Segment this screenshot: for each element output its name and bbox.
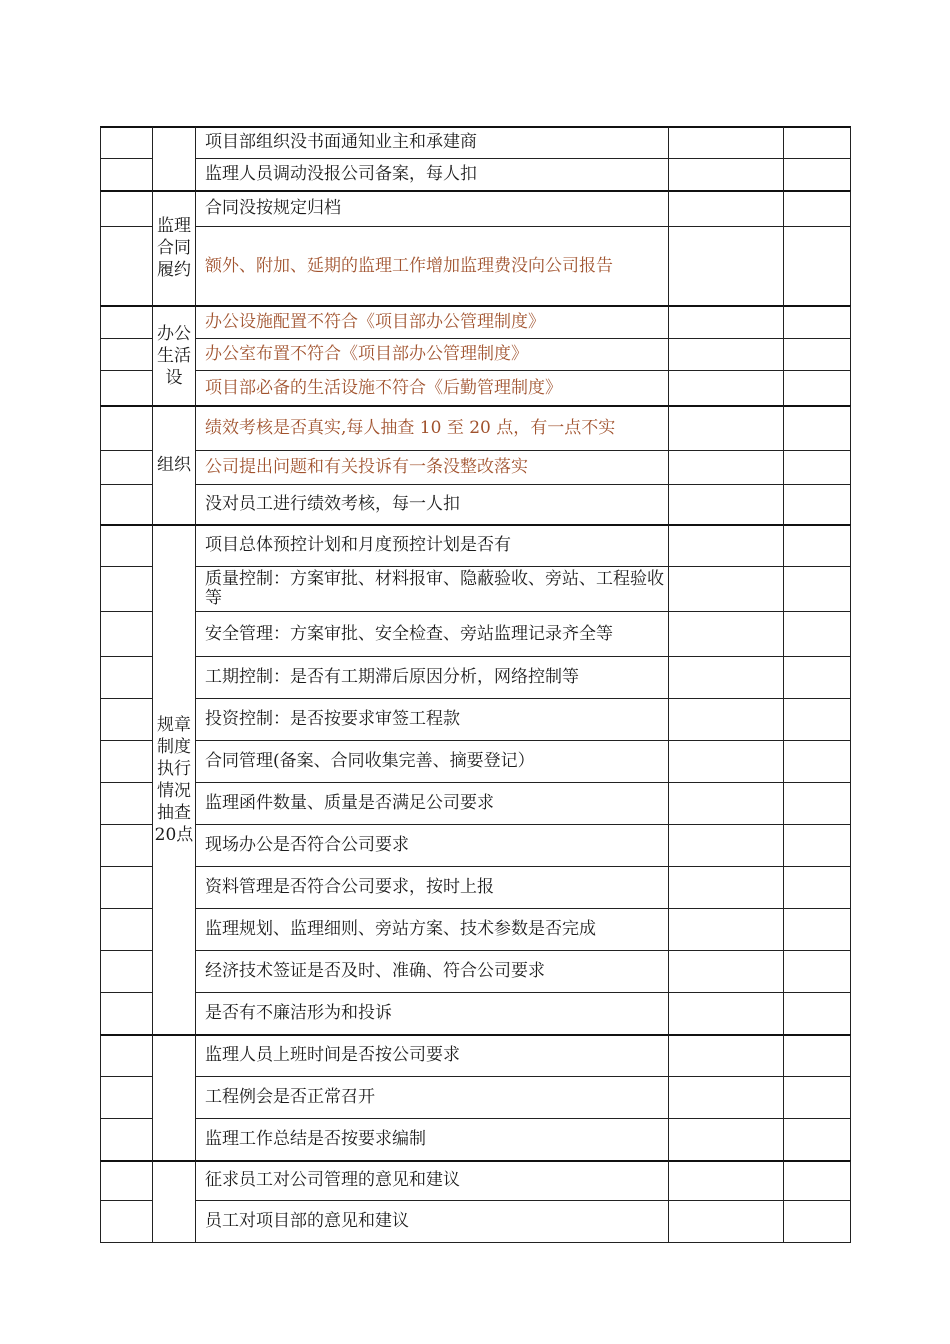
- index-cell: [100, 992, 153, 1035]
- remark-cell: [783, 950, 851, 993]
- remark-cell: [783, 1160, 851, 1201]
- index-cell: [100, 190, 153, 227]
- remark-cell: [783, 1076, 851, 1119]
- score-cell: [668, 740, 784, 783]
- index-cell: [100, 305, 153, 339]
- score-cell: [668, 866, 784, 909]
- check-item-text: 质量控制：方案审批、材料报审、隐蔽验收、旁站、工程验收等: [205, 569, 664, 608]
- category-label-text: 办公生活设: [157, 323, 191, 388]
- index-cell: [100, 1160, 153, 1201]
- score-cell: [668, 782, 784, 825]
- score-cell: [668, 524, 784, 567]
- check-item-text: 项目部组织没书面通知业主和承建商: [205, 132, 477, 152]
- index-cell: [100, 126, 153, 159]
- check-item-text: 绩效考核是否真实,每人抽查 10 至 20 点，有一点不实: [205, 417, 616, 438]
- score-cell: [668, 992, 784, 1035]
- index-cell: [100, 908, 153, 951]
- score-cell: [668, 656, 784, 699]
- index-cell: [100, 1200, 153, 1243]
- check-item-text: 员工对项目部的意见和建议: [205, 1211, 409, 1231]
- index-cell: [100, 740, 153, 783]
- check-item-text: 监理人员上班时间是否按公司要求: [205, 1045, 460, 1065]
- index-cell: [100, 698, 153, 741]
- check-item-text: 安全管理：方案审批、安全检查、旁站监理记录齐全等: [205, 623, 613, 644]
- check-item-text: 投资控制：是否按要求审签工程款: [205, 709, 460, 729]
- check-item-text: 工程例会是否正常召开: [205, 1087, 375, 1107]
- remark-cell: [783, 370, 851, 406]
- check-item-text: 合同没按规定归档: [205, 198, 341, 218]
- index-cell: [100, 405, 153, 451]
- category-label-text: 监理合同履约: [157, 216, 191, 280]
- score-cell: [668, 566, 784, 612]
- index-cell: [100, 338, 153, 371]
- score-cell: [668, 190, 784, 227]
- check-item-text: 没对员工进行绩效考核，每一人扣: [205, 494, 460, 514]
- score-cell: [668, 950, 784, 993]
- index-cell: [100, 566, 153, 612]
- check-item-text: 项目部必备的生活设施不符合《后勤管理制度》: [205, 377, 562, 398]
- score-cell: [668, 405, 784, 451]
- index-cell: [100, 484, 153, 525]
- category-cell: [152, 126, 196, 191]
- score-cell: [668, 305, 784, 339]
- score-cell: [668, 824, 784, 867]
- check-item-text: 经济技术签证是否及时、准确、符合公司要求: [205, 961, 545, 981]
- category-label: [154, 526, 194, 1033]
- index-cell: [100, 1034, 153, 1077]
- check-item-text: 额外、附加、延期的监理工作增加监理费没向公司报告: [205, 255, 613, 276]
- remark-cell: [783, 126, 851, 159]
- remark-cell: [783, 450, 851, 485]
- index-cell: [100, 656, 153, 699]
- category-label-text: 组织: [157, 455, 191, 475]
- remark-cell: [783, 566, 851, 612]
- check-item-text: 监理人员调动没报公司备案，每人扣: [205, 164, 477, 184]
- index-cell: [100, 1118, 153, 1161]
- index-cell: [100, 226, 153, 306]
- score-cell: [668, 1200, 784, 1243]
- index-cell: [100, 524, 153, 567]
- remark-cell: [783, 226, 851, 306]
- score-cell: [668, 908, 784, 951]
- check-item-text: 项目总体预控计划和月度预控计划是否有: [205, 535, 511, 555]
- remark-cell: [783, 405, 851, 451]
- check-item-text: 监理工作总结是否按要求编制: [205, 1129, 426, 1149]
- remark-cell: [783, 484, 851, 525]
- score-cell: [668, 698, 784, 741]
- index-cell: [100, 611, 153, 657]
- score-cell: [668, 226, 784, 306]
- remark-cell: [783, 338, 851, 371]
- category-label: [154, 407, 194, 523]
- score-cell: [668, 1160, 784, 1201]
- index-cell: [100, 158, 153, 191]
- check-item-text: 是否有不廉洁形为和投诉: [205, 1003, 392, 1023]
- score-cell: [668, 1076, 784, 1119]
- remark-cell: [783, 866, 851, 909]
- remark-cell: [783, 158, 851, 191]
- remark-cell: [783, 656, 851, 699]
- check-item-text: 合同管理(备案、合同收集完善、摘要登记）: [205, 751, 535, 771]
- remark-cell: [783, 305, 851, 339]
- category-cell: [152, 1034, 196, 1161]
- check-item-text: 监理函件数量、质量是否满足公司要求: [205, 793, 494, 813]
- score-cell: [668, 450, 784, 485]
- category-label-text: 规章制度执行情况抽查20点: [154, 714, 194, 845]
- check-item-text: 征求员工对公司管理的意见和建议: [205, 1170, 460, 1190]
- remark-cell: [783, 698, 851, 741]
- index-cell: [100, 866, 153, 909]
- check-item-text: 现场办公是否符合公司要求: [205, 835, 409, 855]
- remark-cell: [783, 782, 851, 825]
- check-item-text: 办公室布置不符合《项目部办公管理制度》: [205, 344, 528, 364]
- score-cell: [668, 611, 784, 657]
- index-cell: [100, 782, 153, 825]
- check-item-text: 资料管理是否符合公司要求，按时上报: [205, 877, 494, 897]
- remark-cell: [783, 908, 851, 951]
- remark-cell: [783, 1200, 851, 1243]
- remark-cell: [783, 992, 851, 1035]
- index-cell: [100, 450, 153, 485]
- check-item-text: 公司提出问题和有关投诉有一条没整改落实: [205, 457, 528, 477]
- score-cell: [668, 1118, 784, 1161]
- remark-cell: [783, 1118, 851, 1161]
- score-cell: [668, 1034, 784, 1077]
- category-label: [154, 192, 194, 304]
- index-cell: [100, 824, 153, 867]
- score-cell: [668, 338, 784, 371]
- remark-cell: [783, 190, 851, 227]
- check-item-text: 监理规划、监理细则、旁站方案、技术参数是否完成: [205, 919, 596, 939]
- category-cell: [152, 1160, 196, 1243]
- check-item-text: 工期控制：是否有工期滞后原因分析，网络控制等: [205, 667, 579, 687]
- remark-cell: [783, 1034, 851, 1077]
- score-cell: [668, 158, 784, 191]
- score-cell: [668, 484, 784, 525]
- index-cell: [100, 1076, 153, 1119]
- score-cell: [668, 126, 784, 159]
- remark-cell: [783, 740, 851, 783]
- score-cell: [668, 370, 784, 406]
- remark-cell: [783, 524, 851, 567]
- index-cell: [100, 370, 153, 406]
- remark-cell: [783, 824, 851, 867]
- remark-cell: [783, 611, 851, 657]
- check-item-text: 办公设施配置不符合《项目部办公管理制度》: [205, 311, 545, 332]
- index-cell: [100, 950, 153, 993]
- category-label: [154, 307, 194, 404]
